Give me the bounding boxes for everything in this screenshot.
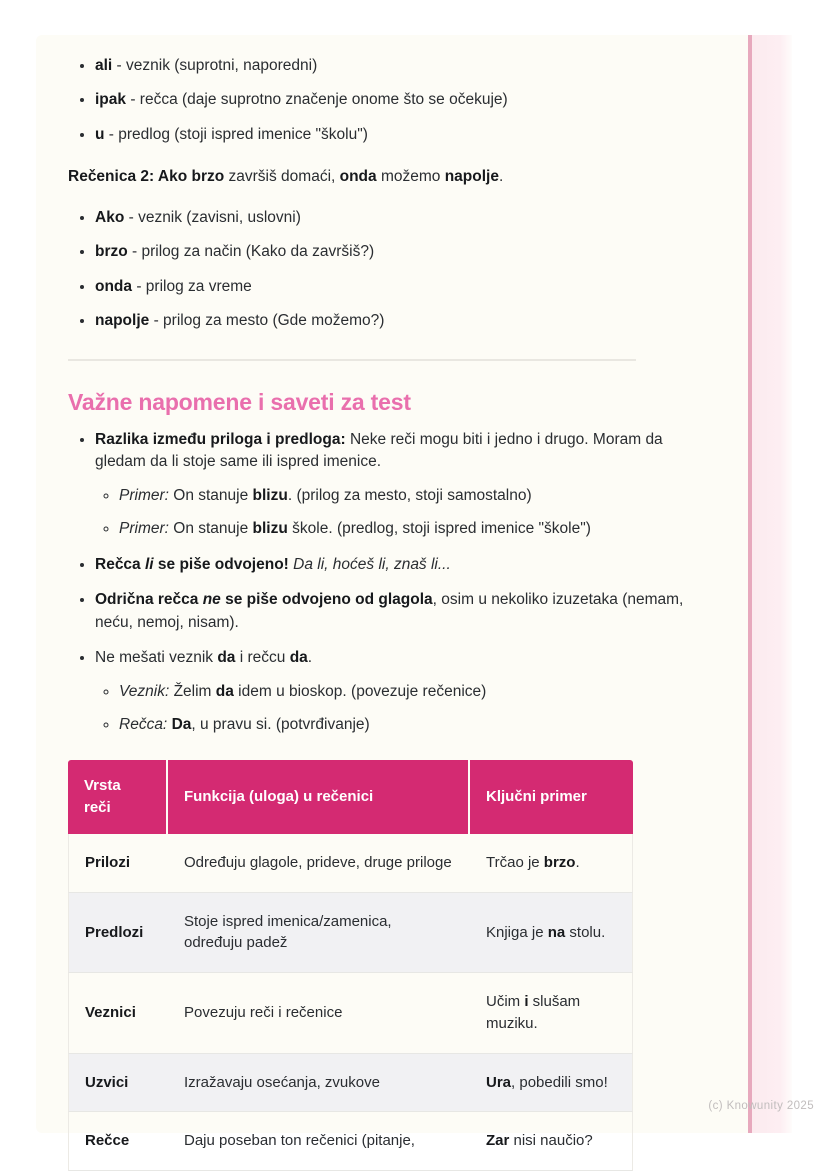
cell-function: Određuju glagole, prideve, druge priloge — [168, 834, 470, 893]
cell-example: Zar nisi naučio? — [470, 1112, 633, 1171]
sentence-2-example: Rečenica 2: Ako brzo završiš domaći, onda možemo napolje. — [68, 168, 504, 186]
header-cell-funkcija: Funkcija (uloga) u rečenici — [168, 760, 470, 834]
note-item-odricna-recca: • Odrična rečca ne se piše odvojeno od glagola, osim u nekoliko izuzetaka (nemam, neću, nemoj, nisam). — [95, 589, 704, 634]
section-divider — [68, 359, 636, 361]
cell-function: Povezuju reči i rečenice — [168, 973, 470, 1054]
cell-example: Učim i slušam muziku. — [470, 973, 633, 1054]
table-row-predlozi — [68, 893, 633, 974]
bullet-item-brzo: • brzo - prilog za način (Kako da završiš?) — [95, 241, 704, 263]
cell-function: Izražavaju osećanja, zvukove — [168, 1054, 470, 1113]
note-text: Razlika između priloga i predloga: Neke reči mogu biti i jedno i drugo. Moram da gledam da li stoje same ili ispred imenice. — [95, 430, 663, 471]
note-item-veznik-da — [95, 647, 704, 736]
document-content — [36, 35, 792, 1171]
sub-note-recca: ◦ Rečca: Da, u pravu si. (potvrđivanje) — [119, 714, 704, 736]
bullet-item-napolje: • napolje - prilog za mesto (Gde možemo?) — [95, 310, 704, 332]
bullet-item-ali: • ali - veznik (suprotni, naporedni) — [95, 55, 704, 77]
note-text: Ne mešati veznik da i rečcu da. — [95, 649, 313, 667]
cell-word-type: Predlozi — [68, 893, 168, 974]
sub-note-veznik: ◦ Veznik: Želim da idem u bioskop. (povezuje rečenice) — [119, 681, 704, 703]
cell-example: Trčao je brzo. — [470, 834, 633, 893]
note-sub-list — [95, 485, 704, 541]
cell-function: Stoje ispred imenica/zamenica, određuju padež — [168, 893, 470, 974]
table-row-prilozi — [68, 834, 633, 893]
bullet-item-ipak: • ipak - rečca (daje suprotno značenje onome što se očekuje) — [95, 89, 704, 111]
copyright-watermark: (c) Knowunity 2025 — [708, 1100, 814, 1112]
bullet-item-onda: • onda - prilog za vreme — [95, 276, 704, 298]
word-analysis-list-2 — [68, 207, 704, 333]
sub-note-primer-1: ◦ Primer: On stanuje blizu. (prilog za mesto, stoji samostalno) — [119, 485, 704, 507]
note-item-razlika — [95, 429, 704, 541]
bullet-item-ako: • Ako - veznik (zavisni, uslovni) — [95, 207, 704, 229]
cell-word-type: Uzvici — [68, 1054, 168, 1113]
note-item-recca-li: • Rečca li se piše odvojeno! Da li, hoćeš li, znaš li... — [95, 554, 704, 576]
note-sub-list — [95, 681, 704, 737]
table-row-veznici — [68, 973, 633, 1054]
section-heading: Važne napomene i saveti za test — [68, 388, 411, 415]
cell-word-type: Veznici — [68, 973, 168, 1054]
table-row-uzvici — [68, 1054, 633, 1113]
cell-function: Daju poseban ton rečenici (pitanje, — [168, 1112, 470, 1171]
table-row-recce — [68, 1112, 633, 1171]
word-analysis-list-1 — [68, 55, 704, 146]
cell-example: Ura, pobedili smo! — [470, 1054, 633, 1113]
summary-table — [68, 760, 633, 1171]
cell-example: Knjiga je na stolu. — [470, 893, 633, 974]
header-cell-kljucni-primer: Ključni primer — [470, 760, 633, 834]
bullet-item-u: • u - predlog (stoji ispred imenice "školu") — [95, 124, 704, 146]
document-page-card — [36, 35, 792, 1150]
sub-note-primer-2: ◦ Primer: On stanuje blizu škole. (predlog, stoji ispred imenice "škole") — [119, 518, 704, 540]
table-header-row — [68, 760, 633, 834]
header-cell-vrsta-reci: Vrsta reči — [68, 760, 168, 834]
cell-word-type: Rečce — [68, 1112, 168, 1171]
notes-list — [68, 429, 704, 737]
cell-word-type: Prilozi — [68, 834, 168, 893]
